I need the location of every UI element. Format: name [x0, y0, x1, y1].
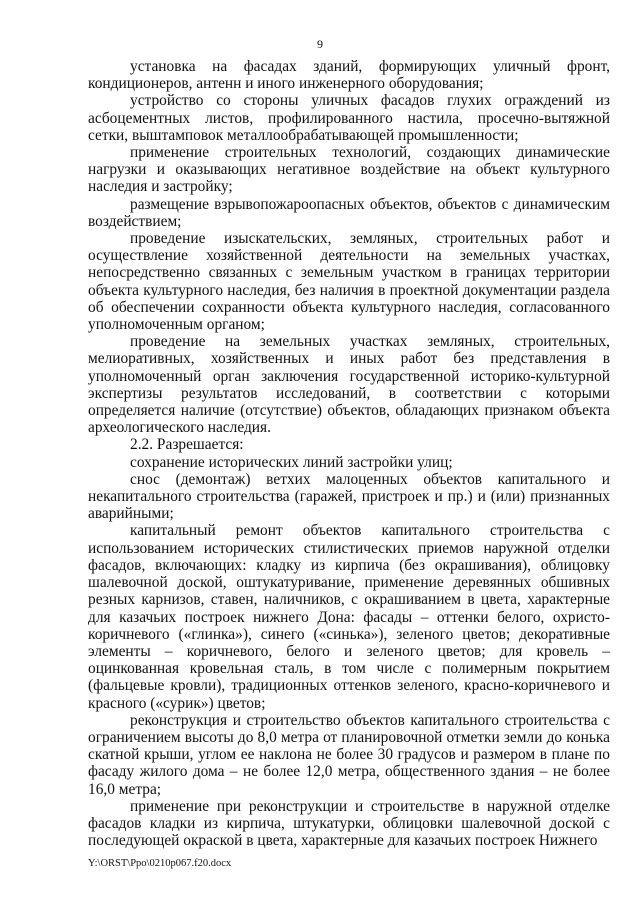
- paragraph: капитальный ремонт объектов капитального строительства с использованием исторических стилистических приемов наружной отделки фасадов, включающих: кладку из кирпича (без окрашивания), облицовку шалевочной доской, оштукатуривание, применение деревянных обшивных резных карнизов, ставен, наличников, с окрашиванием в цвета, характерные для казачьих построек нижнего Дона: фасады – оттенки белого, охристо-коричневого («глинка»), синего («синька»), зеленого цветов; декоративные элементы – коричневого, белого и зеленого цветов; для кровель – оцинкованная кровельная сталь, в том числе с полимерным покрытием (фальцевые кровли), традиционных оттенков зеленого, красно-коричневого и красного («сурик») цветов;: [88, 522, 610, 712]
- page-number: 9: [317, 37, 323, 51]
- paragraph: устройство со стороны уличных фасадов глухих ограждений из асбоцементных листов, профилированного настила, просечно-вытяжной сетки, выштамповок металлообрабатывающей промышленности;: [88, 92, 610, 144]
- paragraph: сохранение исторических линий застройки улиц;: [130, 453, 453, 471]
- document-body: [88, 58, 610, 849]
- footer-file-path: Y:\ORST\Ppo\0210p067.f20.docx: [88, 858, 232, 869]
- section-heading: 2.2. Разрешается:: [130, 436, 244, 454]
- paragraph: снос (демонтаж) ветхих малоценных объектов капитального и некапитального строительства (гаражей, пристроек и пр.) и (или) признанных аварийными;: [88, 470, 610, 523]
- paragraph: применение при реконструкции и строительстве в наружной отделке фасадов кладки из кирпича, штукатурки, облицовки шалевочной доской с последующей окраской в цвета, характерные для казачьих построек Нижнего: [88, 797, 610, 850]
- paragraph: установка на фасадах зданий, формирующих уличный фронт, кондиционеров, антенн и иного инженерного оборудования;: [88, 58, 610, 93]
- paragraph: применение строительных технологий, создающих динамические нагрузки и оказывающих негативное воздействие на объект культурного наследия и застройку;: [88, 144, 610, 196]
- paragraph: проведение на земельных участках земляных, строительных, мелиоративных, хозяйственных и иных работ без представления в уполномоченный орган заключения государственной историко-культурной экспертизы результатов исследований, в соответствии с которыми определяется наличие (отсутствие) объектов, обладающих признаком объекта археологического наследия.: [88, 333, 610, 437]
- paragraph: размещение взрывопожароопасных объектов, объектов с динамическим воздействием;: [88, 195, 610, 230]
- paragraph: реконструкция и строительство объектов капитального строительства с ограничением высоты до 8,0 метра от планировочной отметки земли до конька скатной крыши, углом ее наклона не более 30 градусов и размером в плане по фасаду жилого дома – не более 12,0 метра, общественного здания – не более 16,0 метра;: [88, 711, 610, 798]
- paragraph: проведение изыскательских, земляных, строительных работ и осуществление хозяйственной деятельности на земельных участках, непосредственно связанных с земельным участком в границах территории объекта культурного наследия, без наличия в проектной документации раздела об обеспечении сохранности объекта культурного наследия, согласованного уполномоченным органом;: [88, 230, 610, 334]
